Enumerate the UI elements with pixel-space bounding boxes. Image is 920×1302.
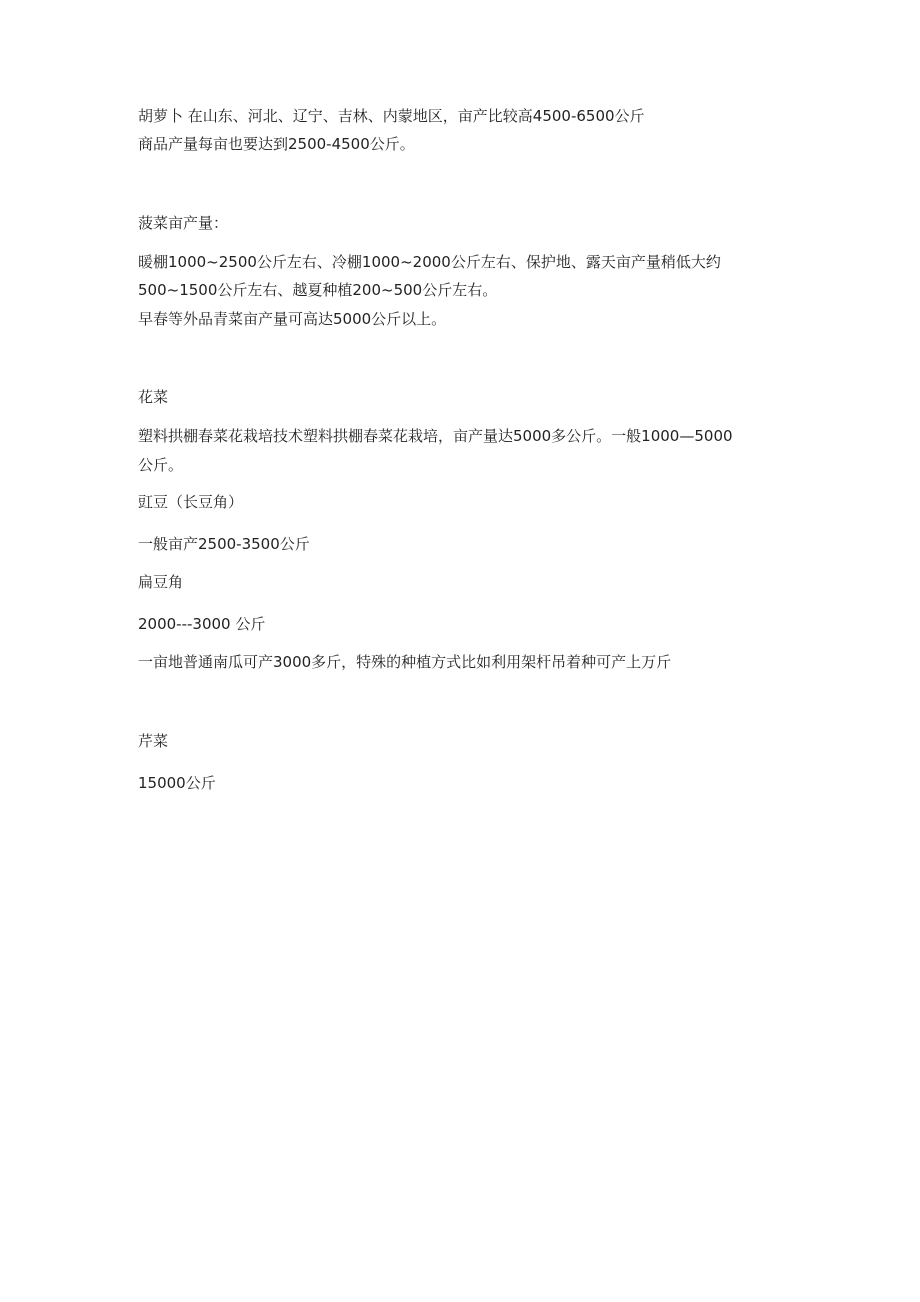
cauliflower-heading: 花菜	[138, 388, 169, 406]
cauliflower-line-2: 公斤。	[138, 456, 184, 474]
spinach-line-1: 暖棚1000~2500公斤左右、冷棚1000~2000公斤左右、保护地、露天亩产量稍低大约	[138, 253, 721, 271]
celery-heading: 芹菜	[138, 732, 169, 750]
spinach-line-2: 500~1500公斤左右、越夏种植200~500公斤左右。	[138, 281, 498, 299]
cauliflower-line-1: 塑料拱棚春菜花栽培技术塑料拱棚春菜花栽培，亩产量达5000多公斤。一般1000—5000	[138, 427, 733, 445]
carrot-line-2: 商品产量每亩也要达到2500-4500公斤。	[138, 135, 415, 153]
flat-bean-value: 2000---3000 公斤	[138, 615, 266, 633]
celery-value: 15000公斤	[138, 774, 216, 792]
cowpea-value: 一般亩产2500-3500公斤	[138, 535, 310, 553]
carrot-line-1: 胡萝卜 在山东、河北、辽宁、吉林、内蒙地区，亩产比较高4500-6500公斤	[138, 107, 645, 125]
spinach-heading: 菠菜亩产量：	[138, 214, 229, 232]
cowpea-heading: 豇豆（长豆角）	[138, 493, 244, 511]
pumpkin-line-1: 一亩地普通南瓜可产3000多斤，特殊的种植方式比如利用架杆吊着种可产上万斤	[138, 653, 672, 671]
spinach-line-3: 早春等外品青菜亩产量可高达5000公斤以上。	[138, 310, 447, 328]
flat-bean-heading: 扁豆角	[138, 573, 184, 591]
